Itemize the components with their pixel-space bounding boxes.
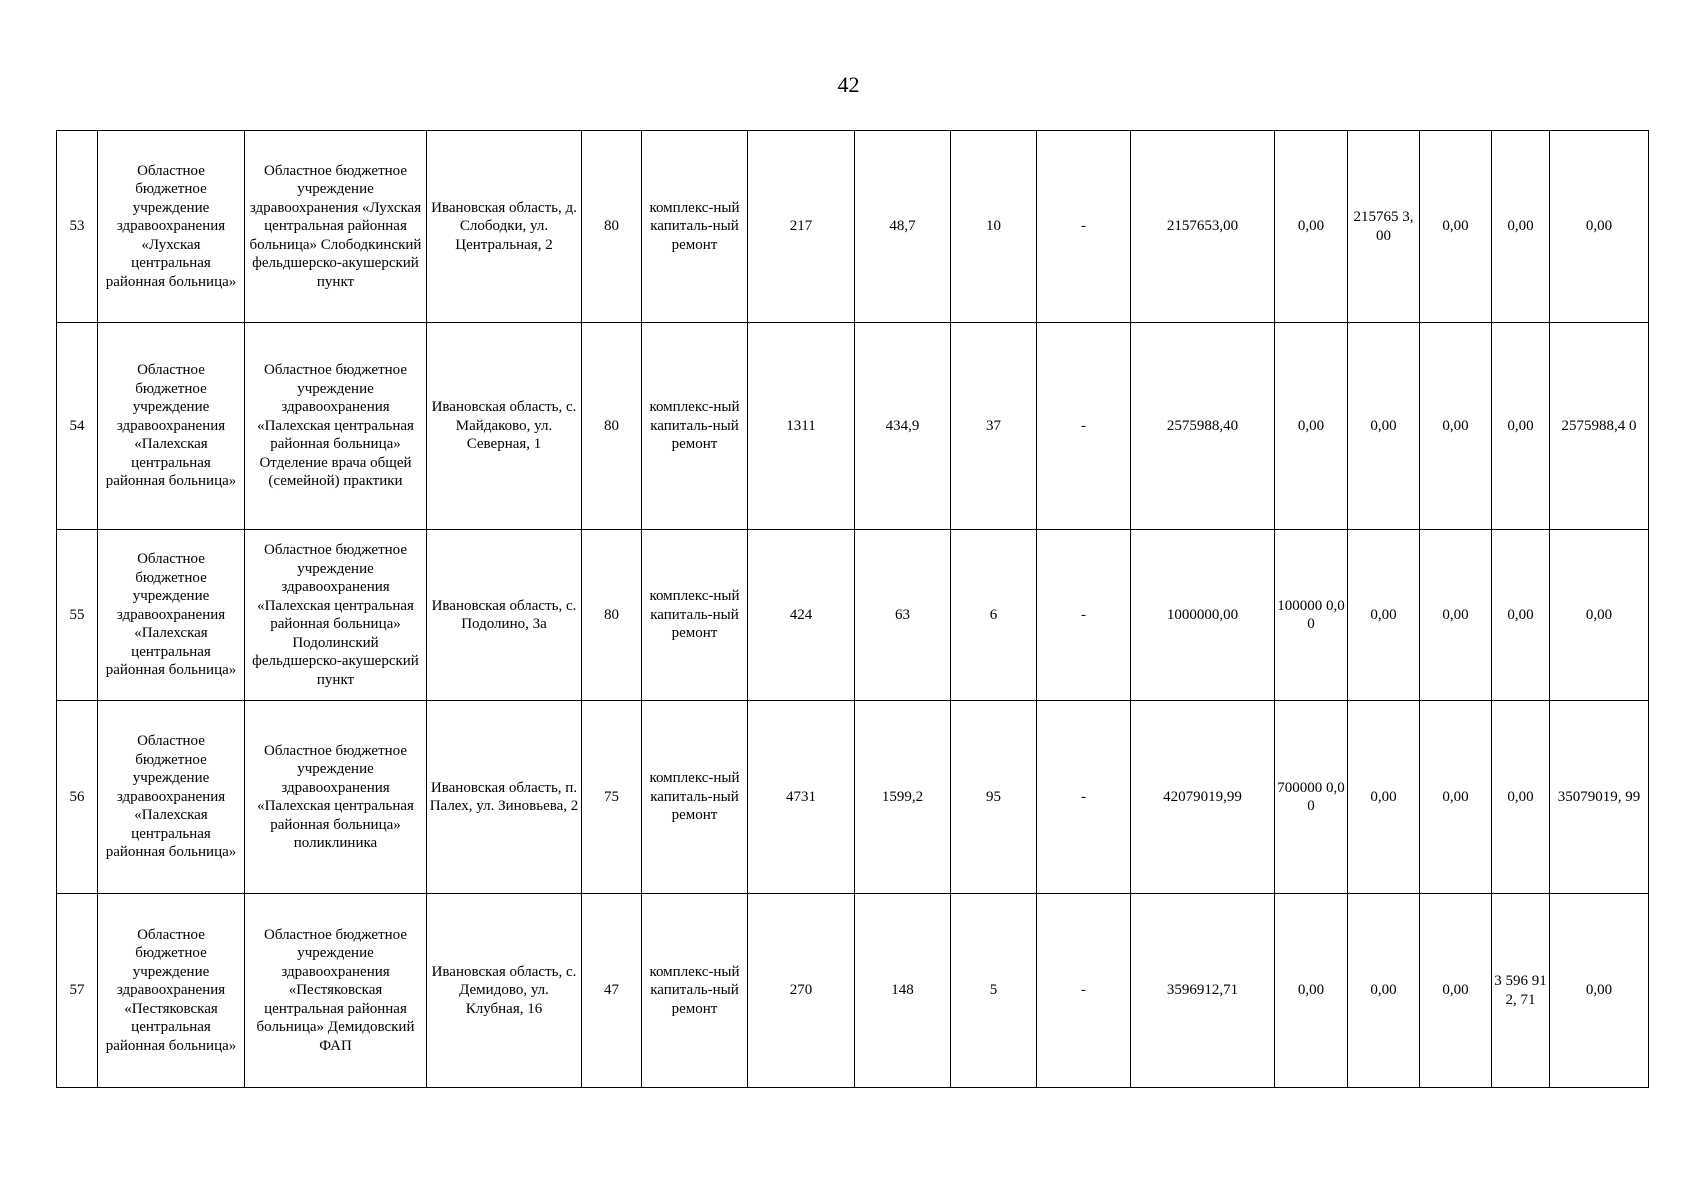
value-cell: -: [1037, 894, 1131, 1088]
amount-cell: 0,00: [1420, 131, 1492, 323]
row-number: 54: [57, 323, 98, 530]
amount-cell: 0,00: [1420, 701, 1492, 894]
organization-cell: Областное бюджетное учреждение здравоохранения «Палехская центральная районная больница»: [98, 323, 245, 530]
value-cell: 217: [748, 131, 855, 323]
value-cell: 6: [951, 530, 1037, 701]
amount-cell: 0,00: [1420, 530, 1492, 701]
value-cell: 80: [582, 530, 642, 701]
amount-cell: 0,00: [1348, 530, 1420, 701]
organization-cell: Областное бюджетное учреждение здравоохранения «Палехская центральная районная больница»: [98, 530, 245, 701]
amount-cell: 700000 0,00: [1275, 701, 1348, 894]
value-cell: 95: [951, 701, 1037, 894]
address-cell: Ивановская область, с. Демидово, ул. Клубная, 16: [427, 894, 582, 1088]
amount-cell: 0,00: [1275, 131, 1348, 323]
work-type-cell: комплекс-ный капиталь-ный ремонт: [642, 131, 748, 323]
amount-cell: 0,00: [1275, 323, 1348, 530]
value-cell: 434,9: [855, 323, 951, 530]
value-cell: 148: [855, 894, 951, 1088]
value-cell: 80: [582, 323, 642, 530]
row-number: 53: [57, 131, 98, 323]
amount-cell: 0,00: [1550, 131, 1649, 323]
amount-cell: 0,00: [1348, 701, 1420, 894]
value-cell: 1311: [748, 323, 855, 530]
facility-cell: Областное бюджетное учреждение здравоохранения «Палехская центральная районная больница» поликлиника: [245, 701, 427, 894]
value-cell: 48,7: [855, 131, 951, 323]
row-number: 56: [57, 701, 98, 894]
facility-cell: Областное бюджетное учреждение здравоохранения «Лухская центральная районная больница» Слободкинский фельдшерско-акушерский пункт: [245, 131, 427, 323]
amount-cell: 0,00: [1492, 323, 1550, 530]
amount-cell: 0,00: [1420, 894, 1492, 1088]
value-cell: -: [1037, 701, 1131, 894]
value-cell: 5: [951, 894, 1037, 1088]
amount-cell: 0,00: [1420, 323, 1492, 530]
value-cell: 10: [951, 131, 1037, 323]
value-cell: -: [1037, 323, 1131, 530]
amount-cell: 0,00: [1550, 530, 1649, 701]
value-cell: -: [1037, 131, 1131, 323]
address-cell: Ивановская область, д. Слободки, ул. Центральная, 2: [427, 131, 582, 323]
amount-cell: 35079019, 99: [1550, 701, 1649, 894]
facilities-table: [56, 130, 1649, 1088]
amount-cell: 0,00: [1492, 530, 1550, 701]
organization-cell: Областное бюджетное учреждение здравоохранения «Пестяковская центральная районная больница»: [98, 894, 245, 1088]
table-row: [57, 894, 1649, 1088]
amount-cell: 2575988,4 0: [1550, 323, 1649, 530]
facility-cell: Областное бюджетное учреждение здравоохранения «Палехская центральная районная больница» Подолинский фельдшерско-акушерский пункт: [245, 530, 427, 701]
value-cell: 75: [582, 701, 642, 894]
value-cell: 270: [748, 894, 855, 1088]
work-type-cell: комплекс-ный капиталь-ный ремонт: [642, 894, 748, 1088]
work-type-cell: комплекс-ный капиталь-ный ремонт: [642, 530, 748, 701]
amount-cell: 215765 3,00: [1348, 131, 1420, 323]
value-cell: 47: [582, 894, 642, 1088]
table-row: [57, 530, 1649, 701]
organization-cell: Областное бюджетное учреждение здравоохранения «Палехская центральная районная больница»: [98, 701, 245, 894]
amount-cell: 0,00: [1275, 894, 1348, 1088]
value-cell: 424: [748, 530, 855, 701]
organization-cell: Областное бюджетное учреждение здравоохранения «Лухская центральная районная больница»: [98, 131, 245, 323]
value-cell: 1599,2: [855, 701, 951, 894]
total-cost-cell: 3596912,71: [1131, 894, 1275, 1088]
amount-cell: 0,00: [1348, 894, 1420, 1088]
row-number: 55: [57, 530, 98, 701]
total-cost-cell: 1000000,00: [1131, 530, 1275, 701]
amount-cell: 0,00: [1492, 131, 1550, 323]
facility-cell: Областное бюджетное учреждение здравоохранения «Палехская центральная районная больница» Отделение врача общей (семейной) практики: [245, 323, 427, 530]
total-cost-cell: 2575988,40: [1131, 323, 1275, 530]
total-cost-cell: 42079019,99: [1131, 701, 1275, 894]
table-row: [57, 323, 1649, 530]
table-row: [57, 131, 1649, 323]
amount-cell: 0,00: [1492, 701, 1550, 894]
table-row: [57, 701, 1649, 894]
amount-cell: 3 596 912, 71: [1492, 894, 1550, 1088]
total-cost-cell: 2157653,00: [1131, 131, 1275, 323]
amount-cell: 100000 0,00: [1275, 530, 1348, 701]
address-cell: Ивановская область, с. Подолино, 3а: [427, 530, 582, 701]
work-type-cell: комплекс-ный капиталь-ный ремонт: [642, 701, 748, 894]
amount-cell: 0,00: [1550, 894, 1649, 1088]
value-cell: 80: [582, 131, 642, 323]
address-cell: Ивановская область, п. Палех, ул. Зиновьева, 2: [427, 701, 582, 894]
value-cell: 37: [951, 323, 1037, 530]
facility-cell: Областное бюджетное учреждение здравоохранения «Пестяковская центральная районная больница» Демидовский ФАП: [245, 894, 427, 1088]
page-number: 42: [837, 72, 860, 97]
value-cell: 63: [855, 530, 951, 701]
row-number: 57: [57, 894, 98, 1088]
value-cell: 4731: [748, 701, 855, 894]
value-cell: -: [1037, 530, 1131, 701]
amount-cell: 0,00: [1348, 323, 1420, 530]
address-cell: Ивановская область, с. Майдаково, ул. Северная, 1: [427, 323, 582, 530]
work-type-cell: комплекс-ный капиталь-ный ремонт: [642, 323, 748, 530]
